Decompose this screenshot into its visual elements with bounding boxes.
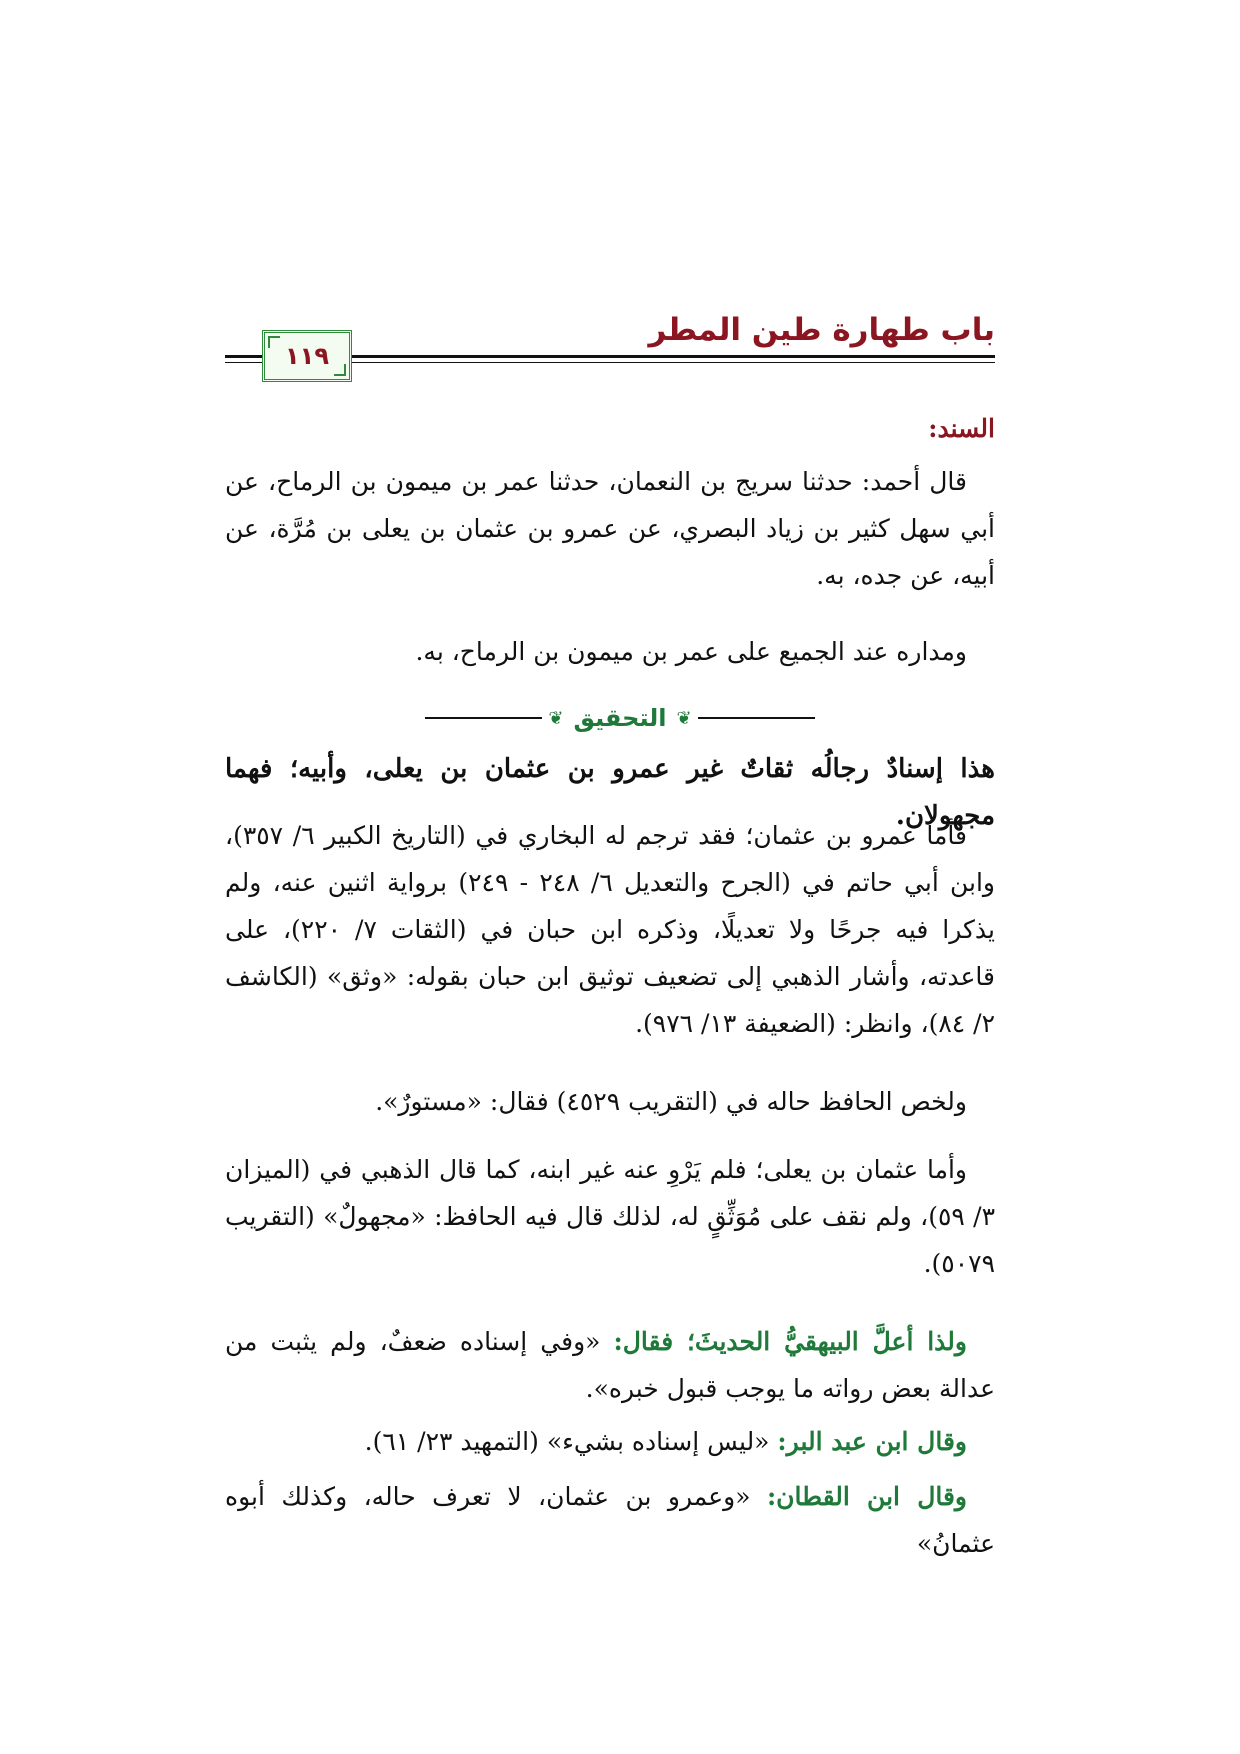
tahqiq-divider bbox=[425, 700, 815, 736]
ibn-alqattan-paragraph bbox=[225, 1473, 995, 1567]
ibn-alqattan-text bbox=[225, 1473, 995, 1567]
hafiz-text: ولخص الحافظ حاله في (التقريب ٤٥٢٩) فقال: «مستورٌ». bbox=[375, 1087, 967, 1116]
ibn-abd-albarr-paragraph bbox=[225, 1418, 995, 1465]
hafiz-paragraph bbox=[225, 1078, 995, 1125]
page-number-badge bbox=[262, 330, 352, 382]
sanad-text: قال أحمد: حدثنا سريج بن النعمان، حدثنا عمر بن ميمون بن الرماح، عن أبي سهل كثير بن زياد البصري، عن عمرو بن عثمان بن يعلى بن مُرَّة، عن أبيه، عن جده، به. bbox=[225, 467, 995, 590]
bayhaqi-quote: «وفي إسناده ضعفٌ، ولم يثبت من عدالة بعض رواته ما يوجب قبول خبره». bbox=[225, 1327, 995, 1403]
ibn-abd-albarr-quote: «ليس إسناده بشيء» (التمهيد ٢٣/ ٦١). bbox=[364, 1427, 778, 1456]
divider-line-right bbox=[698, 717, 815, 719]
amr-paragraph bbox=[225, 812, 995, 1047]
sanad-madar-text: ومداره عند الجميع على عمر بن ميمون بن الرماح، به. bbox=[415, 637, 967, 666]
tahqiq-label: التحقيق bbox=[573, 704, 667, 732]
sanad-paragraph bbox=[225, 458, 995, 599]
amr-text: فأما عمرو بن عثمان؛ فقد ترجم له البخاري في (التاريخ الكبير ٦/ ٣٥٧)، وابن أبي حاتم في (الجرح والتعديل ٦/ ٢٤٨ - ٢٤٩) برواية اثنين عنه، ولم يذكرا فيه جرحًا ولا تعديلًا، وذكره ابن حبان في (الثقات ٧/ ٢٢٠)، على قاعدته، وأشار الذهبي إلى تضعيف توثيق ابن حبان بقوله: «وثق» (الكاشف ٢/ ٨٤)، وانظر: (الضعيفة ١٣/ ٩٧٦). bbox=[225, 821, 996, 1038]
ornament-right-icon: ❦ bbox=[676, 707, 692, 729]
uthman-paragraph bbox=[225, 1146, 995, 1287]
header-rule-right-bottom bbox=[352, 362, 995, 363]
bayhaqi-lead: ولذا أعلَّ البيهقيُّ الحديثَ؛ فقال: bbox=[613, 1327, 967, 1356]
chapter-title: باب طهارة طين المطر bbox=[648, 312, 995, 348]
header-rule-right-top bbox=[352, 355, 995, 358]
sanad-madar-paragraph bbox=[225, 628, 995, 675]
ibn-abd-albarr-text bbox=[225, 1418, 995, 1465]
tahqiq-summary-text: هذا إسنادٌ رجالُه ثقاتٌ غير عمرو بن عثمان بن يعلى، وأبيه؛ فهما مجهولان. bbox=[225, 754, 995, 831]
sanad-section bbox=[225, 405, 995, 452]
ibn-abd-albarr-lead: وقال ابن عبد البر: bbox=[777, 1427, 967, 1456]
header-rule-left-top bbox=[225, 355, 262, 358]
bayhaqi-paragraph bbox=[225, 1318, 995, 1412]
uthman-text: وأما عثمان بن يعلى؛ فلم يَرْوِ عنه غير ابنه، كما قال الذهبي في (الميزان ٣/ ٥٩)، ولم نقف على مُوَثِّقٍ له، لذلك قال فيه الحافظ: «مجهولٌ» (التقريب ٥٠٧٩). bbox=[225, 1155, 996, 1278]
bayhaqi-text bbox=[225, 1318, 995, 1412]
ibn-alqattan-quote: «وعمرو بن عثمان، لا تعرف حاله، وكذلك أبوه عثمانُ» bbox=[225, 1482, 995, 1558]
ornament-left-icon: ❦ bbox=[548, 707, 564, 729]
divider-line-left bbox=[425, 717, 542, 719]
page-number: ١١٩ bbox=[285, 342, 329, 370]
header-rule-left-bottom bbox=[225, 362, 262, 363]
ibn-alqattan-lead: وقال ابن القطان: bbox=[766, 1482, 967, 1511]
sanad-label: السند: bbox=[928, 414, 995, 443]
